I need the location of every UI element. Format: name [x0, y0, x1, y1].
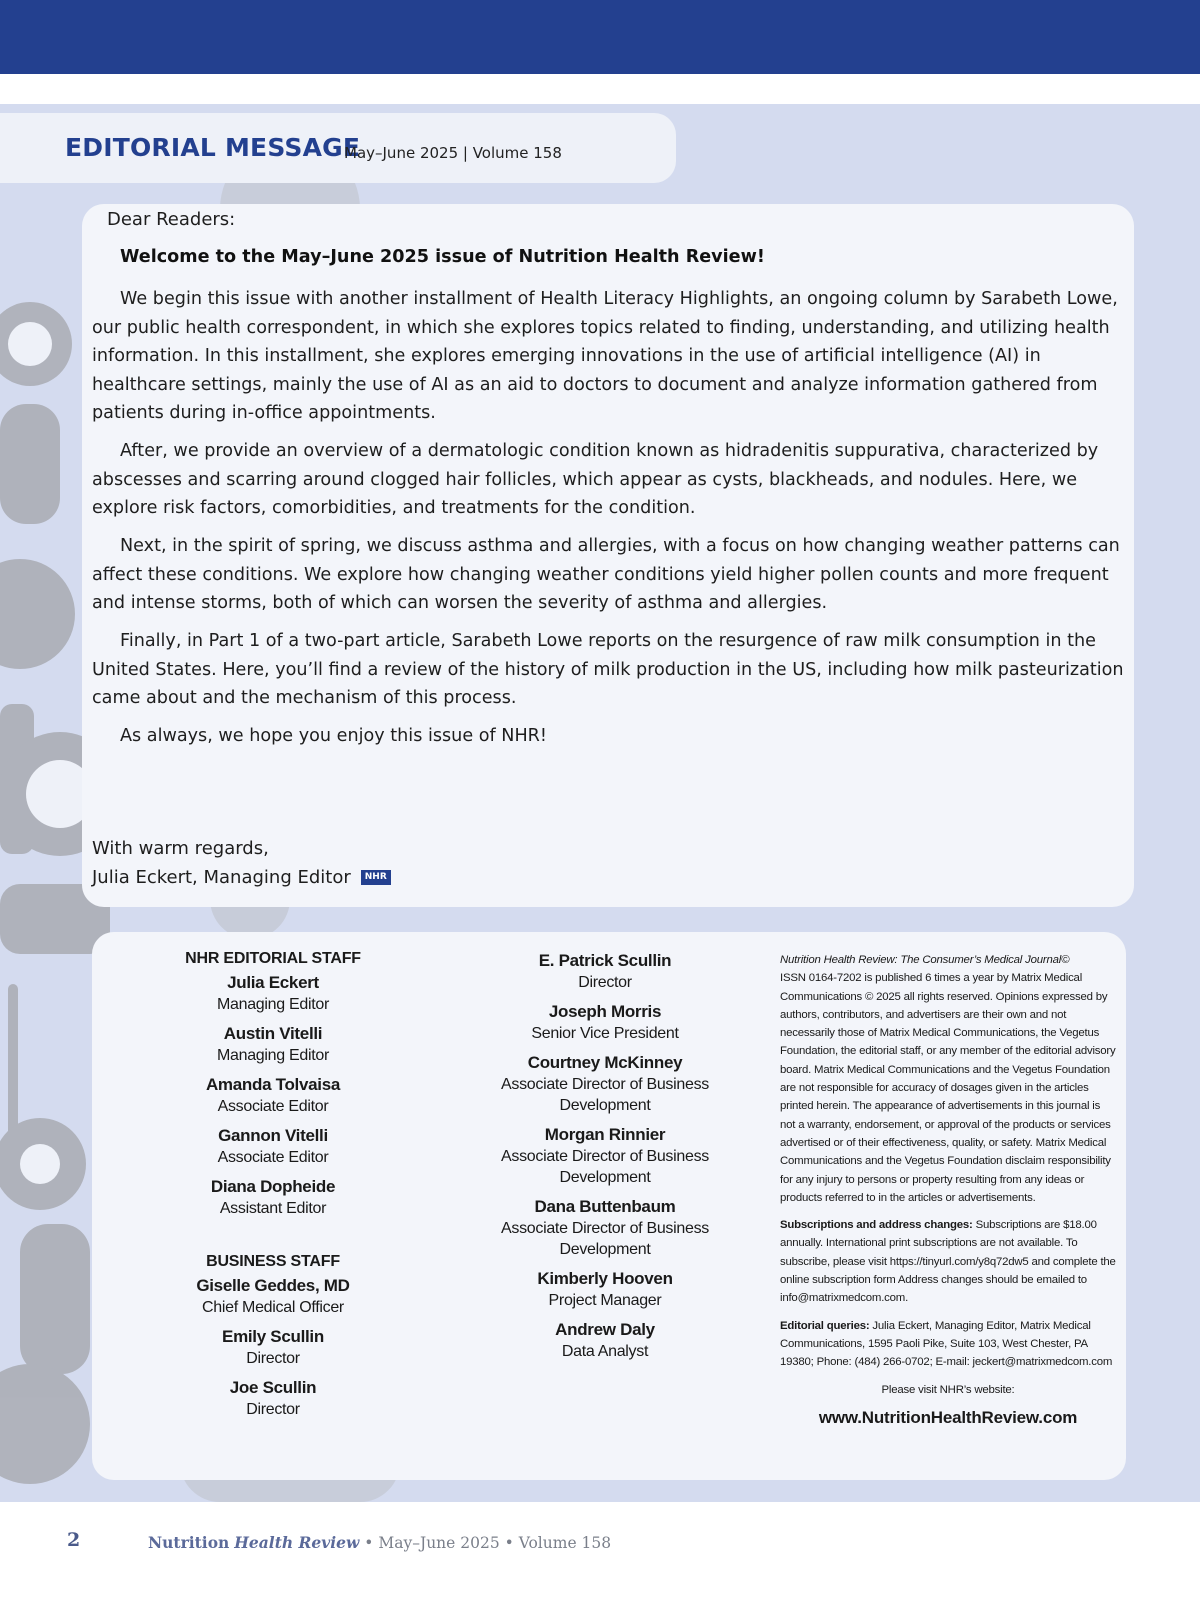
- staff-role: Managing Editor: [216, 996, 330, 1013]
- journal-title: Nutrition Health Review: The Consumer’s Medical Journal©: [780, 954, 1070, 966]
- business-staff-heading: BUSINESS STAFF: [206, 1253, 340, 1270]
- editorial-queries-text: Julia Eckert, Managing Editor, Matrix Medical Communications, 1595 Paoli Pike, Suite 103, West Chester, PA 19380; Phone: (484) 266-0702; E-mail: jeckert@matrixmedcom.com: [780, 1319, 1113, 1369]
- staff-name: Joe Scullin: [229, 1378, 317, 1397]
- issue-label: May–June 2025 | Volume 158: [344, 144, 562, 162]
- staff-name: Dana Buttenbaum: [534, 1197, 676, 1216]
- footer-brand-health-review: Health Review: [234, 1533, 360, 1552]
- footer-running-head: [148, 1533, 611, 1552]
- signer-name: Julia Eckert, Managing Editor: [92, 867, 351, 888]
- staff-role: Director: [246, 1401, 300, 1418]
- section-title: EDITORIAL MESSAGE: [65, 133, 361, 162]
- signature-line: [92, 867, 391, 888]
- staff-name: Amanda Tolvaisa: [205, 1075, 341, 1094]
- staff-name: Gannon Vitelli: [218, 1126, 328, 1145]
- staff-name: Julia Eckert: [227, 973, 319, 992]
- staff-role: Director: [578, 974, 632, 991]
- staff-role: Associate Director of Business Development: [501, 1148, 709, 1186]
- subscriptions-label: Subscriptions and address changes:: [780, 1219, 973, 1232]
- legal-text: ISSN 0164-7202 is published 6 times a year by Matrix Medical Communications © 2025 all rights reserved. Opinions expressed by authors, contributors, and advertisers are their own and not necessarily those of Matrix Medical Communications, the Vegetus Foundation, the editorial staff, or any member of the editorial advisory board. Matrix Medical Communications and the Vegetus Foundation are not responsible for accuracy of dosages given in the articles printed herein. The appearance of advertisements in this journal is not a warranty, endorsement, or approval of the products or services advertised or of their effectiveness, quality, or safety. Matrix Medical Communications and the Vegetus Foundation disclaim responsibility for any injury to persons or property resulting from any ideas or products referred to in the articles or advertisements.: [780, 972, 1116, 1204]
- letter-paragraph: After, we provide an overview of a dermatologic condition known as hidradenitis suppurativa, characterized by abscesses and scarring around clogged hair follicles, which appear as cysts, blackheads, and nodules. Here, we explore risk factors, comorbidities, and treatments for the condition.: [92, 441, 1099, 519]
- staff-role: Associate Editor: [217, 1149, 329, 1166]
- welcome-line: Welcome to the May–June 2025 issue of Nutrition Health Review!: [120, 247, 765, 267]
- staff-role: Director: [246, 1350, 300, 1367]
- staff-role: Chief Medical Officer: [202, 1299, 344, 1316]
- footer-issue: • May–June 2025 • Volume 158: [364, 1534, 612, 1552]
- staff-role: Managing Editor: [216, 1047, 330, 1064]
- letter-paragraph: We begin this issue with another installment of Health Literacy Highlights, an ongoing column by Sarabeth Lowe, our public health correspondent, in which she explores topics related to finding, understanding, and utilizing health information. In this installment, she explores emerging innovations in the use of artificial intelligence (AI) in healthcare settings, mainly the use of AI as an aid to doctors to document and analyze information gathered from patients during in-office appointments.: [92, 289, 1118, 424]
- letter-paragraph: Finally, in Part 1 of a two-part article, Sarabeth Lowe reports on the resurgence of raw milk consumption in the United States. Here, you’ll find a review of the history of milk production in the US, including how milk pasteurization came about and the mechanism of this process.: [92, 631, 1124, 709]
- staff-role: Senior Vice President: [531, 1025, 679, 1042]
- page-footer: [0, 1502, 1200, 1606]
- salutation: Dear Readers:: [107, 209, 236, 230]
- closing-line: With warm regards,: [92, 838, 269, 859]
- editorial-staff-column: [168, 950, 378, 1428]
- staff-name: Giselle Geddes, MD: [196, 1276, 350, 1295]
- editorial-staff-heading: NHR EDITORIAL STAFF: [185, 950, 361, 967]
- staff-role: Associate Director of Business Development: [501, 1076, 709, 1114]
- staff-name: Courtney McKinney: [527, 1053, 683, 1072]
- staff-role: Assistant Editor: [219, 1200, 327, 1217]
- website-prompt: Please visit NHR’s website:: [881, 1383, 1015, 1396]
- footer-brand-nutrition: Nutrition: [148, 1533, 230, 1552]
- staff-name: E. Patrick Scullin: [538, 951, 672, 970]
- staff-role: Project Manager: [548, 1292, 662, 1309]
- staff-name: Diana Dopheide: [210, 1177, 336, 1196]
- staff-role: Data Analyst: [561, 1343, 649, 1360]
- staff-name: Joseph Morris: [548, 1002, 662, 1021]
- staff-name: Austin Vitelli: [223, 1024, 323, 1043]
- top-banner: [0, 0, 1200, 74]
- nhr-logo: NHR: [361, 870, 391, 885]
- website-link[interactable]: www.NutritionHealthReview.com: [818, 1407, 1078, 1427]
- letter-paragraph: As always, we hope you enjoy this issue of NHR!: [120, 726, 547, 746]
- staff-role: Associate Director of Business Development: [501, 1220, 709, 1258]
- staff-name: Morgan Rinnier: [544, 1125, 666, 1144]
- legal-notice: [780, 951, 1116, 1427]
- letter-paragraph: Next, in the spirit of spring, we discuss asthma and allergies, with a focus on how changing weather patterns can affect these conditions. We explore how changing weather conditions yield higher pollen counts and more frequent and intense storms, both of which can worsen the severity of asthma and allergies.: [92, 536, 1120, 614]
- staff-name: Kimberly Hooven: [537, 1269, 673, 1288]
- staff-name: Emily Scullin: [222, 1327, 324, 1346]
- staff-role: Associate Editor: [217, 1098, 329, 1115]
- page-number: 2: [67, 1529, 81, 1551]
- subscriptions-text: Subscriptions are $18.00 annually. International print subscriptions are not available. To subscribe, please visit https://tinyurl.com/y8q72dw5 and complete the online subscription form Address changes should be emailed to info@matrixmedcom.com.: [780, 1219, 1116, 1305]
- staff-name: Andrew Daly: [555, 1320, 655, 1339]
- editorial-queries-label: Editorial queries:: [780, 1319, 870, 1332]
- management-staff-column: [460, 950, 750, 1370]
